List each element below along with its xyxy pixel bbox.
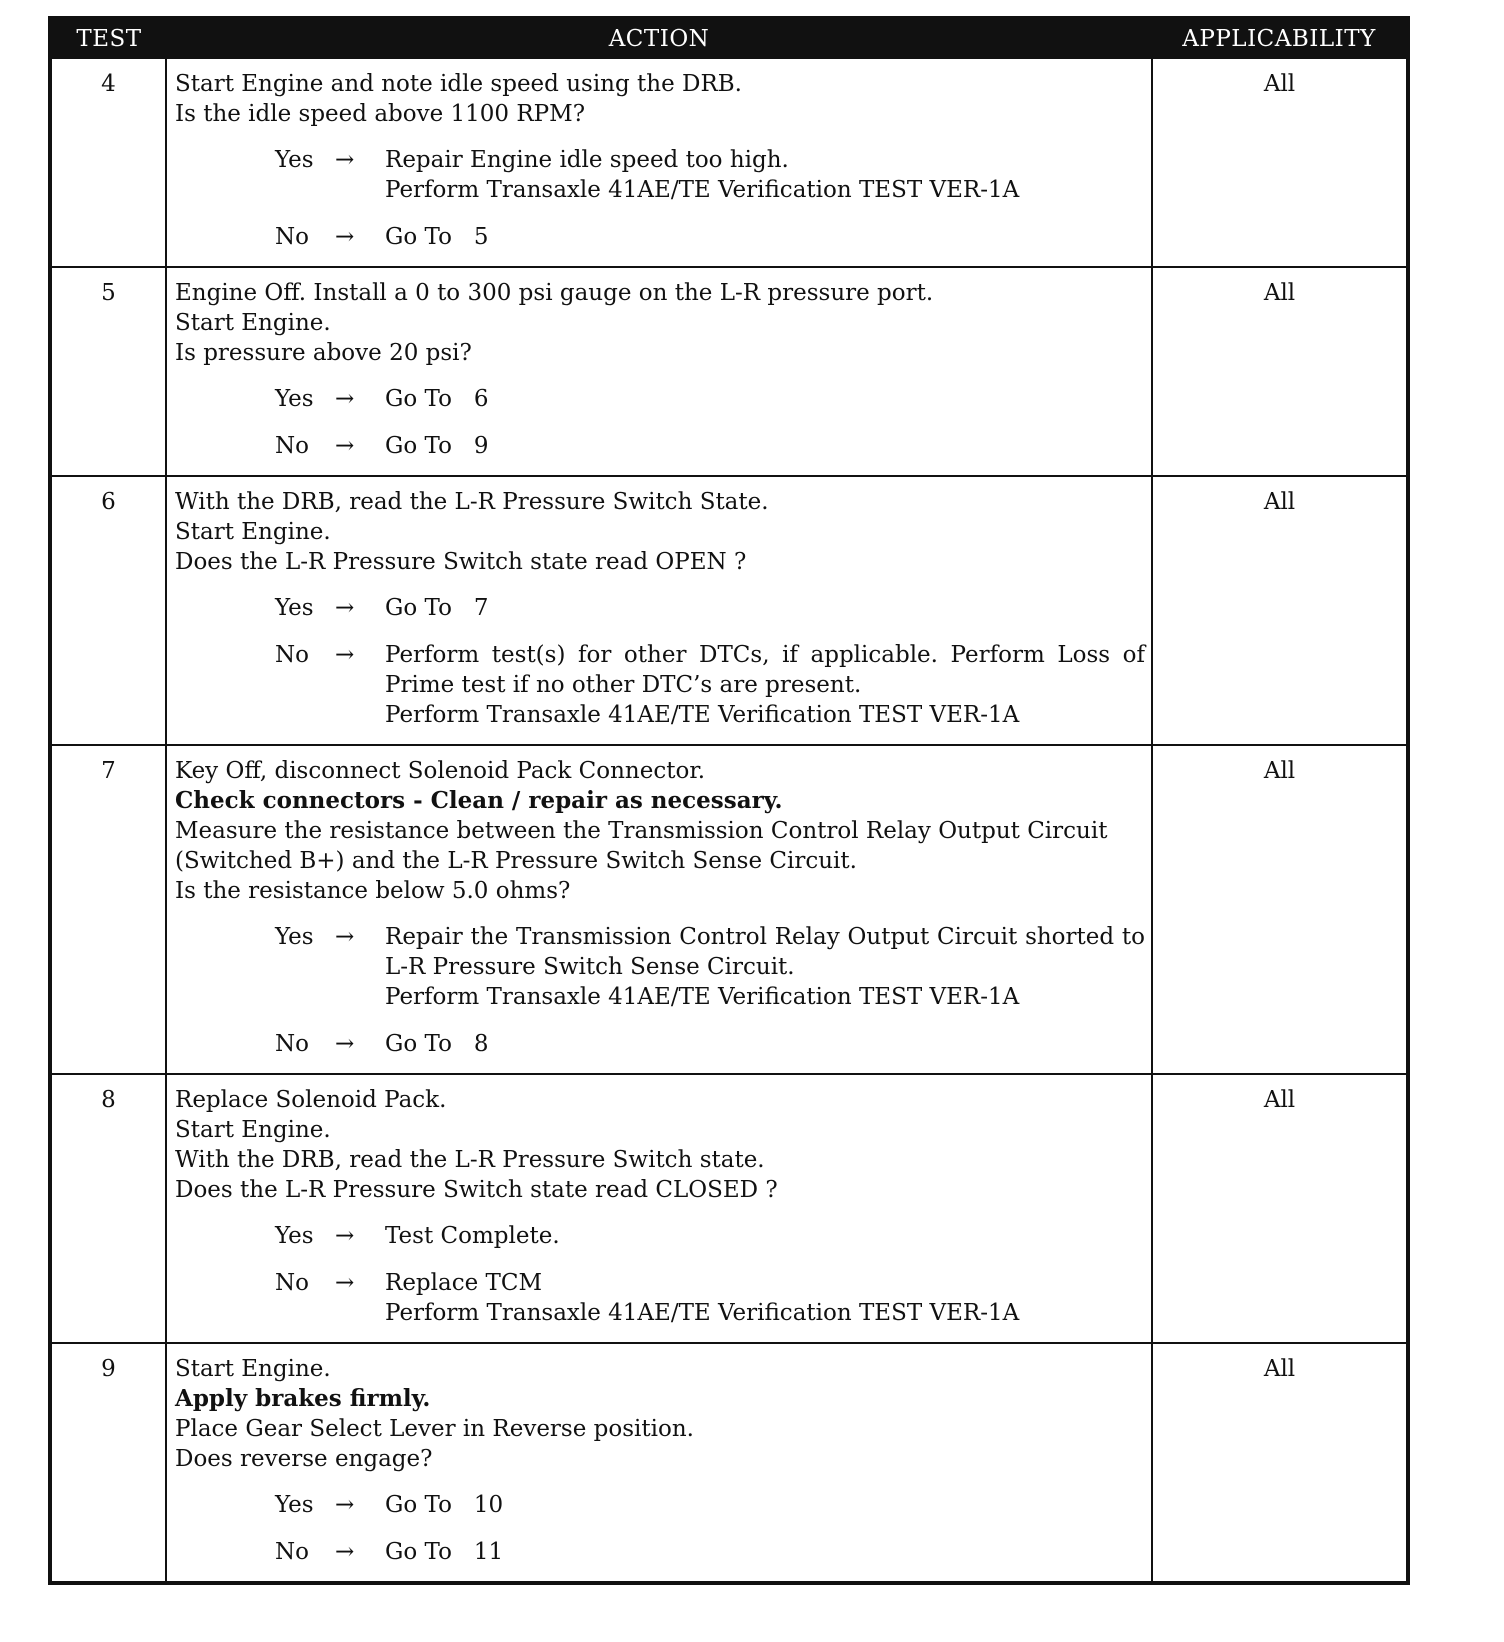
answer-result	[385, 1029, 1145, 1059]
answer-list	[175, 1490, 1145, 1567]
right-arrow-icon: →	[335, 1492, 355, 1518]
action-cell	[166, 58, 1152, 267]
applicability-value: All	[1152, 476, 1408, 745]
answer-result-line: Perform Transaxle 41AE/TE Verification TEST VER-1A	[385, 702, 1020, 728]
action-cell	[166, 745, 1152, 1074]
test-number: 7	[50, 745, 166, 1074]
answer-label: Yes	[275, 147, 314, 173]
answer-result-line: Go To 10	[385, 1492, 504, 1518]
answer-label: Yes	[275, 1223, 314, 1249]
applicability-value: All	[1152, 58, 1408, 267]
action-instruction: Key Off, disconnect Solenoid Pack Connector.	[175, 758, 706, 784]
table-row	[50, 267, 1408, 476]
answer-yes	[275, 593, 1145, 623]
answer-yes	[275, 1490, 1145, 1520]
applicability-value: All	[1152, 1074, 1408, 1343]
answer-label: Yes	[275, 924, 314, 950]
right-arrow-icon: →	[335, 595, 355, 621]
answer-list	[175, 1221, 1145, 1328]
answer-result	[385, 431, 1145, 461]
right-arrow-icon: →	[335, 386, 355, 412]
table-row	[50, 58, 1408, 267]
right-arrow-icon: →	[335, 147, 355, 173]
header-test: TEST	[50, 18, 166, 58]
answer-list	[175, 384, 1145, 461]
diagnostic-test-table	[48, 16, 1410, 1585]
answer-result-line: Perform Transaxle 41AE/TE Verification TEST VER-1A	[385, 1300, 1020, 1326]
answer-result-line: Repair Engine idle speed too high.	[385, 147, 789, 173]
action-instruction: Is pressure above 20 psi?	[175, 340, 472, 366]
action-instruction: Start Engine.	[175, 519, 331, 545]
answer-result	[385, 1490, 1145, 1520]
action-instruction-emphasis: Apply brakes firmly.	[175, 1385, 431, 1412]
diagnostic-procedure-page	[48, 16, 1406, 1585]
answer-yes	[275, 145, 1145, 205]
applicability-value: All	[1152, 745, 1408, 1074]
answer-yes	[275, 922, 1153, 1012]
answer-result-line: Go To 9	[385, 433, 489, 459]
answer-result-line: Go To 8	[385, 1031, 489, 1057]
answer-label: No	[275, 433, 309, 459]
answer-no	[275, 1029, 1145, 1059]
answer-result-line: Perform test(s) for other DTCs, if applicable. Perform Loss of Prime test if no other DTC’s are present.	[385, 642, 1153, 698]
test-number: 5	[50, 267, 166, 476]
answer-result	[385, 384, 1145, 414]
answer-no	[275, 1268, 1145, 1328]
action-instruction: Does the L-R Pressure Switch state read OPEN ?	[175, 549, 747, 575]
right-arrow-icon: →	[335, 642, 355, 668]
table-row	[50, 1343, 1408, 1583]
answer-result-line: Replace TCM	[385, 1270, 543, 1296]
answer-result	[385, 222, 1145, 252]
action-instruction: Does reverse engage?	[175, 1446, 433, 1472]
answer-result-line: Go To 6	[385, 386, 489, 412]
answer-result	[385, 593, 1145, 623]
action-instruction: Engine Off. Install a 0 to 300 psi gauge on the L-R pressure port.	[175, 280, 934, 306]
answer-label: No	[275, 224, 309, 250]
answer-result	[385, 145, 1145, 205]
answer-label: Yes	[275, 595, 314, 621]
answer-result	[385, 922, 1153, 1012]
action-instruction: Start Engine.	[175, 1356, 331, 1382]
answer-no	[275, 431, 1145, 461]
table-header-row	[50, 18, 1408, 58]
table-row	[50, 476, 1408, 745]
action-instruction: With the DRB, read the L-R Pressure Switch state.	[175, 1147, 765, 1173]
answer-no	[275, 1537, 1145, 1567]
test-number: 4	[50, 58, 166, 267]
answer-label: No	[275, 1270, 309, 1296]
right-arrow-icon: →	[335, 224, 355, 250]
answer-result-line: Go To 7	[385, 595, 489, 621]
answer-result	[385, 640, 1153, 730]
action-instruction: Start Engine and note idle speed using the DRB.	[175, 71, 742, 97]
action-instruction-emphasis: Check connectors - Clean / repair as necessary.	[175, 787, 783, 814]
action-cell	[166, 1343, 1152, 1583]
answer-yes	[275, 384, 1145, 414]
table-row	[50, 1074, 1408, 1343]
action-instruction: Is the idle speed above 1100 RPM?	[175, 101, 586, 127]
answer-result	[385, 1221, 1145, 1251]
applicability-value: All	[1152, 1343, 1408, 1583]
answer-list	[175, 145, 1145, 252]
answer-label: No	[275, 1539, 309, 1565]
answer-result-line: Repair the Transmission Control Relay Output Circuit shorted to L-R Pressure Switch Sense Circuit.	[385, 924, 1153, 980]
right-arrow-icon: →	[335, 924, 355, 950]
answer-result-line: Test Complete.	[385, 1223, 560, 1249]
answer-result-line: Go To 11	[385, 1539, 504, 1565]
answer-no	[275, 640, 1153, 730]
right-arrow-icon: →	[335, 1270, 355, 1296]
test-number: 9	[50, 1343, 166, 1583]
table-row	[50, 745, 1408, 1074]
action-instruction: Start Engine.	[175, 310, 331, 336]
action-cell	[166, 476, 1152, 745]
action-instruction: Start Engine.	[175, 1117, 331, 1143]
answer-no	[275, 222, 1145, 252]
action-instruction: Is the resistance below 5.0 ohms?	[175, 878, 571, 904]
answer-label: Yes	[275, 1492, 314, 1518]
answer-result-line: Perform Transaxle 41AE/TE Verification TEST VER-1A	[385, 177, 1020, 203]
header-applicability: APPLICABILITY	[1152, 18, 1408, 58]
answer-yes	[275, 1221, 1145, 1251]
answer-result	[385, 1268, 1145, 1328]
answer-label: No	[275, 1031, 309, 1057]
right-arrow-icon: →	[335, 1031, 355, 1057]
right-arrow-icon: →	[335, 433, 355, 459]
answer-label: Yes	[275, 386, 314, 412]
action-cell	[166, 1074, 1152, 1343]
action-cell	[166, 267, 1152, 476]
right-arrow-icon: →	[335, 1539, 355, 1565]
action-instruction: Place Gear Select Lever in Reverse position.	[175, 1416, 694, 1442]
action-instruction: Replace Solenoid Pack.	[175, 1087, 447, 1113]
action-instruction: Does the L-R Pressure Switch state read CLOSED ?	[175, 1177, 778, 1203]
test-number: 6	[50, 476, 166, 745]
answer-result	[385, 1537, 1145, 1567]
header-action: ACTION	[166, 18, 1152, 58]
answer-result-line: Perform Transaxle 41AE/TE Verification TEST VER-1A	[385, 984, 1020, 1010]
action-instruction: With the DRB, read the L-R Pressure Switch State.	[175, 489, 769, 515]
right-arrow-icon: →	[335, 1223, 355, 1249]
answer-result-line: Go To 5	[385, 224, 489, 250]
test-number: 8	[50, 1074, 166, 1343]
answer-label: No	[275, 642, 309, 668]
answer-list	[175, 922, 1153, 1059]
applicability-value: All	[1152, 267, 1408, 476]
action-instruction: Measure the resistance between the Transmission Control Relay Output Circuit (Switched B+) and the L-R Pressure Switch Sense Circuit.	[175, 818, 1115, 874]
answer-list	[175, 593, 1153, 730]
